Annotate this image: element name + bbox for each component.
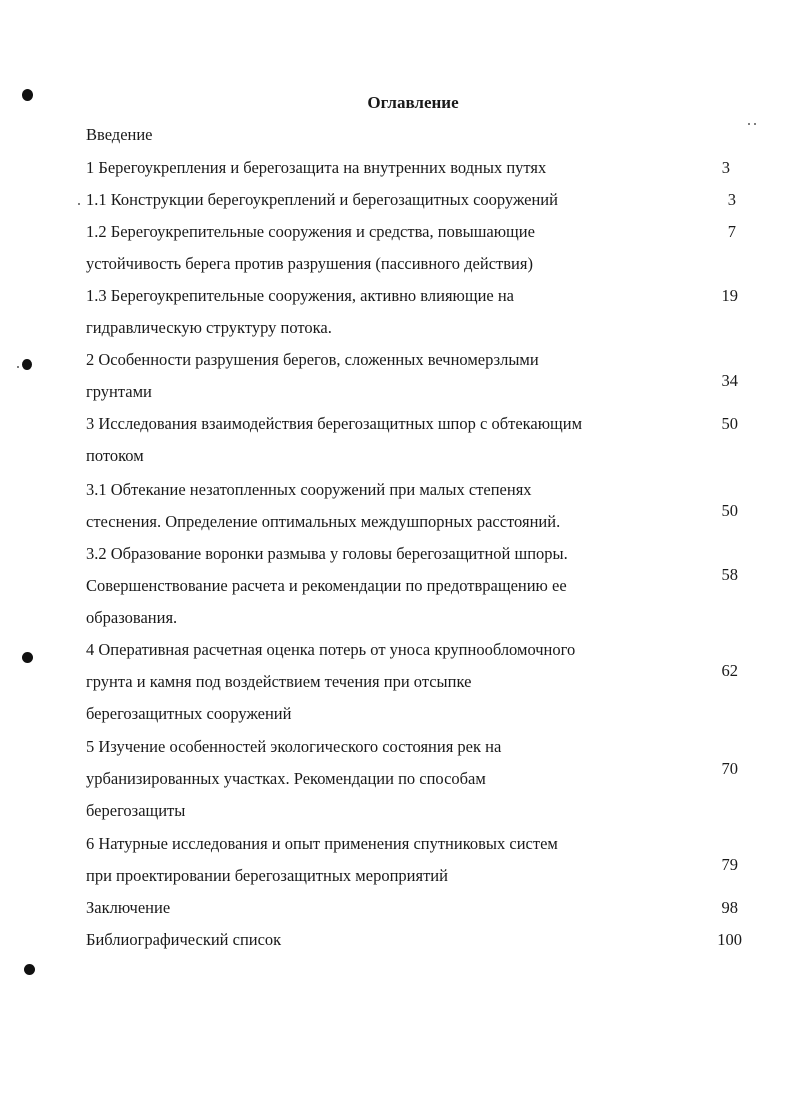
toc-entry-2-line-2: грунтами bbox=[86, 382, 152, 401]
binder-hole-mark bbox=[22, 89, 33, 101]
toc-intro: Введение bbox=[86, 125, 153, 144]
toc-entry-1-2-page: 7 bbox=[727, 222, 736, 241]
toc-entry-3-line-1: 3 Исследования взаимодействия берегозащитных шпор с обтекающим bbox=[86, 414, 583, 433]
toc-entry-3-2-line-2: Совершенствование расчета и рекомендации по предотвращению ее bbox=[86, 576, 567, 595]
toc-entry-2-line-1: 2 Особенности разрушения берегов, сложенных вечномерзлыми bbox=[86, 350, 539, 369]
toc-entry-conclusion-page: 98 bbox=[721, 898, 738, 917]
toc-entry-conclusion: Заключение bbox=[86, 898, 171, 917]
toc-entry-4-line-3: берегозащитных сооружений bbox=[86, 704, 292, 723]
toc-entry-5-page: 70 bbox=[721, 759, 738, 778]
toc-entry-3-1-page: 50 bbox=[721, 501, 738, 520]
toc-entry-1-2-line-2: устойчивость берега против разрушения (пассивного действия) bbox=[86, 254, 533, 273]
toc-entry-1-3-line-2: гидравлическую структуру потока. bbox=[86, 318, 332, 337]
toc-entry-bibliography: Библиографический список bbox=[86, 930, 282, 949]
scan-speck bbox=[748, 123, 750, 125]
toc-entry-1-line-1: 1 Берегоукрепления и берегозащита на внутренних водных путях bbox=[86, 158, 547, 177]
toc-entry-6-line-2: при проектировании берегозащитных мероприятий bbox=[86, 866, 448, 885]
scan-speck bbox=[754, 123, 756, 125]
toc-entry-1-1-line-1: 1.1 Конструкции берегоукреплений и берегозащитных сооружений bbox=[86, 190, 558, 209]
toc-entry-3-1-line-2: стеснения. Определение оптимальных междушпорных расстояний. bbox=[86, 512, 561, 531]
toc-entry-1-page: 3 bbox=[721, 158, 730, 177]
toc-entry-1-3-line-1: 1.3 Берегоукрепительные сооружения, активно влияющие на bbox=[86, 286, 515, 305]
binder-hole-mark bbox=[24, 964, 35, 975]
toc-entry-4-page: 62 bbox=[721, 661, 738, 680]
toc-entry-1-2-line-1: 1.2 Берегоукрепительные сооружения и средства, повышающие bbox=[86, 222, 535, 241]
toc-entry-3-2-page: 58 bbox=[721, 565, 738, 584]
scan-speck bbox=[17, 366, 19, 368]
toc-entry-1-3-page: 19 bbox=[721, 286, 738, 305]
toc-entry-3-page: 50 bbox=[721, 414, 738, 433]
toc-entry-3-1-line-1: 3.1 Обтекание незатопленных сооружений при малых степенях bbox=[86, 480, 532, 499]
toc-entry-4-line-1: 4 Оперативная расчетная оценка потерь от уноса крупнообломочного bbox=[86, 640, 576, 659]
toc-entry-5-line-1: 5 Изучение особенностей экологического состояния рек на bbox=[86, 737, 502, 756]
binder-hole-mark bbox=[22, 652, 33, 663]
toc-entry-3-2-line-1: 3.2 Образование воронки размыва у головы берегозащитной шпоры. bbox=[86, 544, 568, 563]
toc-entry-3-line-2: потоком bbox=[86, 446, 144, 465]
page-title: Оглавление bbox=[367, 93, 459, 112]
scan-speck bbox=[78, 203, 80, 205]
toc-entry-bibliography-page: 100 bbox=[717, 930, 742, 949]
toc-entry-4-line-2: грунта и камня под воздействием течения при отсыпке bbox=[86, 672, 472, 691]
toc-entry-5-line-3: берегозащиты bbox=[86, 801, 186, 820]
toc-entry-5-line-2: урбанизированных участках. Рекомендации по способам bbox=[86, 769, 486, 788]
binder-hole-mark bbox=[22, 359, 32, 370]
toc-entry-1-1-page: 3 bbox=[727, 190, 736, 209]
toc-entry-3-2-line-3: образования. bbox=[86, 608, 178, 627]
toc-entry-6-line-1: 6 Натурные исследования и опыт применения спутниковых систем bbox=[86, 834, 558, 853]
toc-entry-6-page: 79 bbox=[721, 855, 738, 874]
toc-entry-2-page: 34 bbox=[721, 371, 738, 390]
